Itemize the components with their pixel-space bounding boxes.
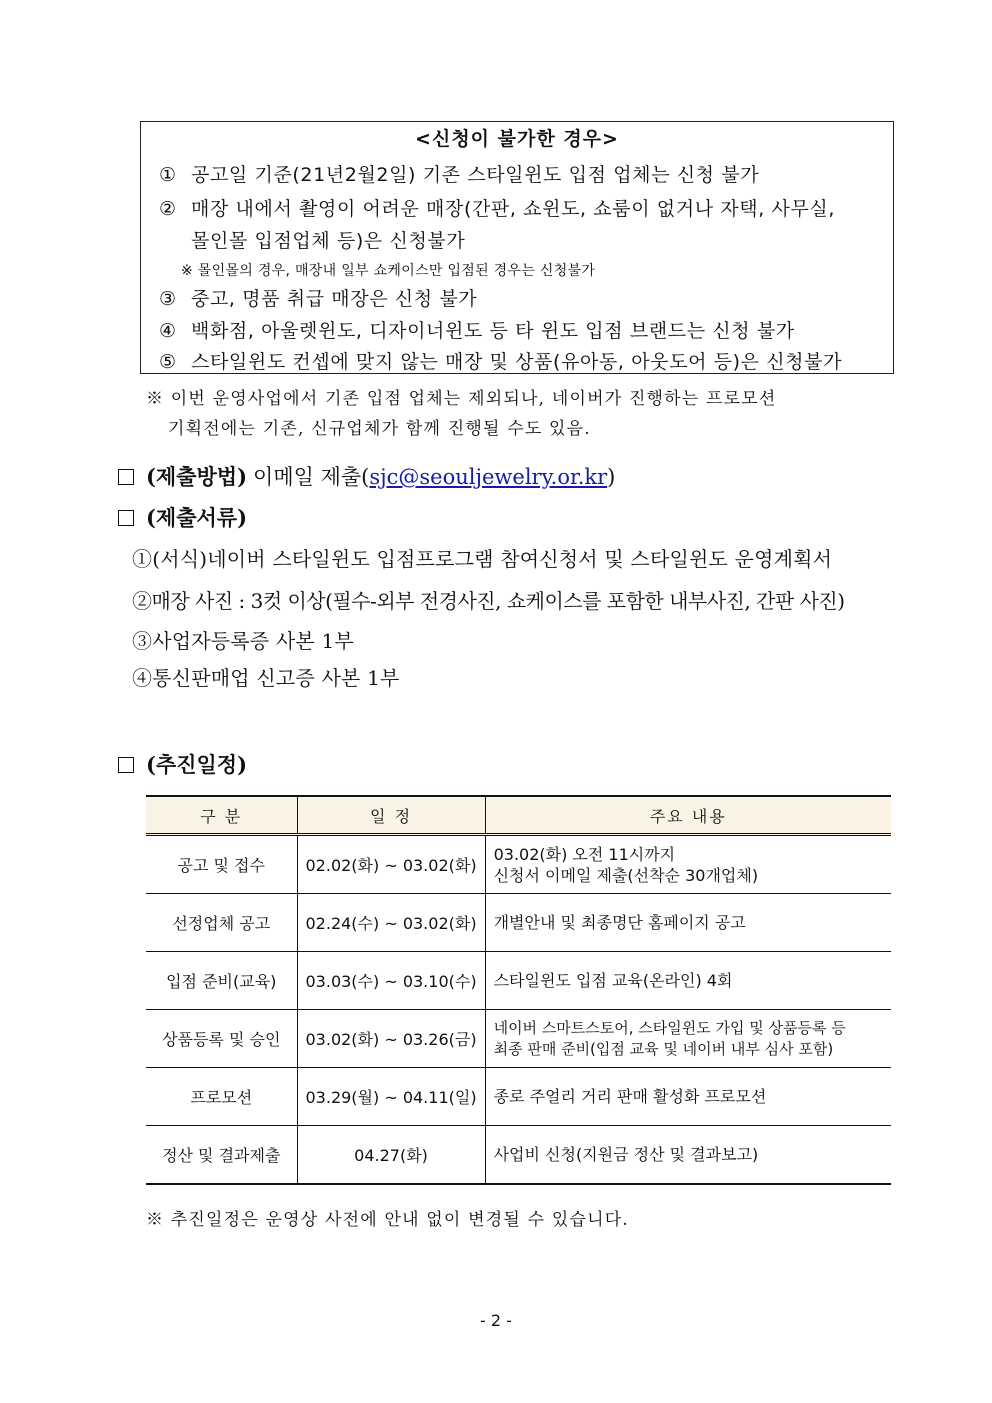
restriction-box [140, 121, 894, 374]
table-row [146, 1068, 891, 1126]
checkbox-square-icon [118, 757, 134, 773]
content-line: 네이버 스마트스토어, 스타일윈도 가입 및 상품등록 등 [493, 1018, 846, 1037]
item-text: 중고, 명품 취급 매장은 신청 불가 [191, 288, 478, 310]
table-row [146, 1010, 891, 1068]
item-number: ③ [159, 288, 177, 310]
row-content [485, 835, 891, 894]
doc-item: ③사업자등록증 사본 1부 [132, 629, 354, 653]
schedule-note: ※ 추진일정은 운영상 사전에 안내 없이 변경될 수 있습니다. [146, 1210, 629, 1230]
row-period: 03.29(월) ~ 04.11(일) [297, 1068, 485, 1126]
page-number: - 2 - [480, 1311, 512, 1330]
content-line: 03.02(화) 오전 11시까지 [493, 844, 676, 864]
header-period: 일 정 [297, 796, 485, 835]
doc-item: ②매장 사진 : 3컷 이상(필수-외부 전경사진, 쇼케이스를 포함한 내부사진, 간판 사진) [132, 589, 845, 613]
row-content [485, 894, 891, 952]
row-content [485, 1010, 891, 1068]
item-number: ① [159, 164, 177, 186]
content-line: 종로 주얼리 거리 판매 활성화 프로모션 [493, 1087, 767, 1106]
header-category: 구 분 [146, 796, 297, 835]
row-content [485, 952, 891, 1010]
row-period: 02.24(수) ~ 03.02(화) [297, 894, 485, 952]
restriction-item [159, 160, 759, 187]
row-content [485, 1068, 891, 1126]
content-line: 개별안내 및 최종명단 홈페이지 공고 [493, 913, 746, 932]
doc-item: ④통신판매업 신고증 사본 1부 [132, 666, 400, 690]
section-label: (추진일정) [146, 752, 248, 777]
restriction-item-continued [159, 226, 465, 253]
row-category: 선정업체 공고 [146, 894, 297, 952]
submission-method-section [118, 461, 615, 491]
item-text: 매장 내에서 촬영이 어려운 매장(간판, 쇼윈도, 쇼룸이 없거나 자택, 사무실, [191, 198, 835, 220]
doc-item: ①(서식)네이버 스타일윈도 입점프로그램 참여신청서 및 스타일윈도 운영계획서 [132, 547, 833, 571]
checkbox-square-icon [118, 469, 134, 485]
table-row [146, 894, 891, 952]
row-period: 04.27(화) [297, 1126, 485, 1185]
schedule-table [146, 795, 891, 1185]
restriction-item [159, 316, 795, 343]
content-line: 최종 판매 준비(입점 교육 및 네이버 내부 심사 포함) [493, 1039, 834, 1058]
submission-method-text: 이메일 제출( [253, 465, 370, 489]
row-category: 공고 및 접수 [146, 835, 297, 894]
item-number: ⑤ [159, 351, 177, 373]
row-category: 정산 및 결과제출 [146, 1126, 297, 1185]
restriction-box-title: <신청이 불가한 경우> [415, 128, 619, 150]
table-row [146, 952, 891, 1010]
table-header-row [146, 796, 891, 835]
restriction-item [159, 284, 477, 311]
item-number: ② [159, 198, 177, 220]
checkbox-square-icon [118, 510, 134, 526]
section-label: (제출서류) [146, 505, 248, 530]
item-text: 공고일 기준(21년2월2일) 기존 스타일윈도 입점 업체는 신청 불가 [191, 164, 760, 186]
content-line: 사업비 신청(지원금 정산 및 결과보고) [493, 1145, 759, 1164]
row-period: 03.02(화) ~ 03.26(금) [297, 1010, 485, 1068]
row-period: 03.03(수) ~ 03.10(수) [297, 952, 485, 1010]
submission-docs-section [118, 502, 253, 532]
after-box-note-line1: ※ 이번 운영사업에서 기존 입점 업체는 제외되나, 네이버가 진행하는 프로모션 [146, 389, 777, 409]
after-box-note-line2: 기획전에는 기존, 신규업체가 함께 진행될 수도 있음. [168, 419, 591, 439]
section-label: (제출방법) [146, 464, 248, 489]
row-category: 프로모션 [146, 1068, 297, 1126]
row-period: 02.02(화) ~ 03.02(화) [297, 835, 485, 894]
content-line: 신청서 이메일 제출(선착순 30개업체) [493, 865, 759, 885]
schedule-section [118, 749, 253, 779]
content-line: 스타일윈도 입점 교육(온라인) 4회 [493, 971, 733, 990]
row-category: 입점 준비(교육) [146, 952, 297, 1010]
restriction-item [159, 347, 842, 374]
item-text: 몰인몰 입점업체 등)은 신청불가 [191, 230, 466, 252]
row-content [485, 1126, 891, 1185]
closing-paren: ) [607, 465, 616, 489]
item-text: 스타일윈도 컨셉에 맞지 않는 매장 및 상품(유아동, 아웃도어 등)은 신청불가 [191, 351, 843, 373]
restriction-item [159, 194, 835, 221]
email-link[interactable]: sjc@seouljewelry.or.kr [369, 465, 608, 489]
item-text: 백화점, 아울렛윈도, 디자이너윈도 등 타 윈도 입점 브랜드는 신청 불가 [191, 320, 795, 342]
table-row [146, 1126, 891, 1185]
header-content: 주요 내용 [485, 796, 891, 835]
table-row [146, 835, 891, 894]
row-category: 상품등록 및 승인 [146, 1010, 297, 1068]
item-number: ④ [159, 320, 177, 342]
restriction-sub-note: ※ 몰인몰의 경우, 매장내 일부 쇼케이스만 입점된 경우는 신청불가 [181, 263, 596, 279]
